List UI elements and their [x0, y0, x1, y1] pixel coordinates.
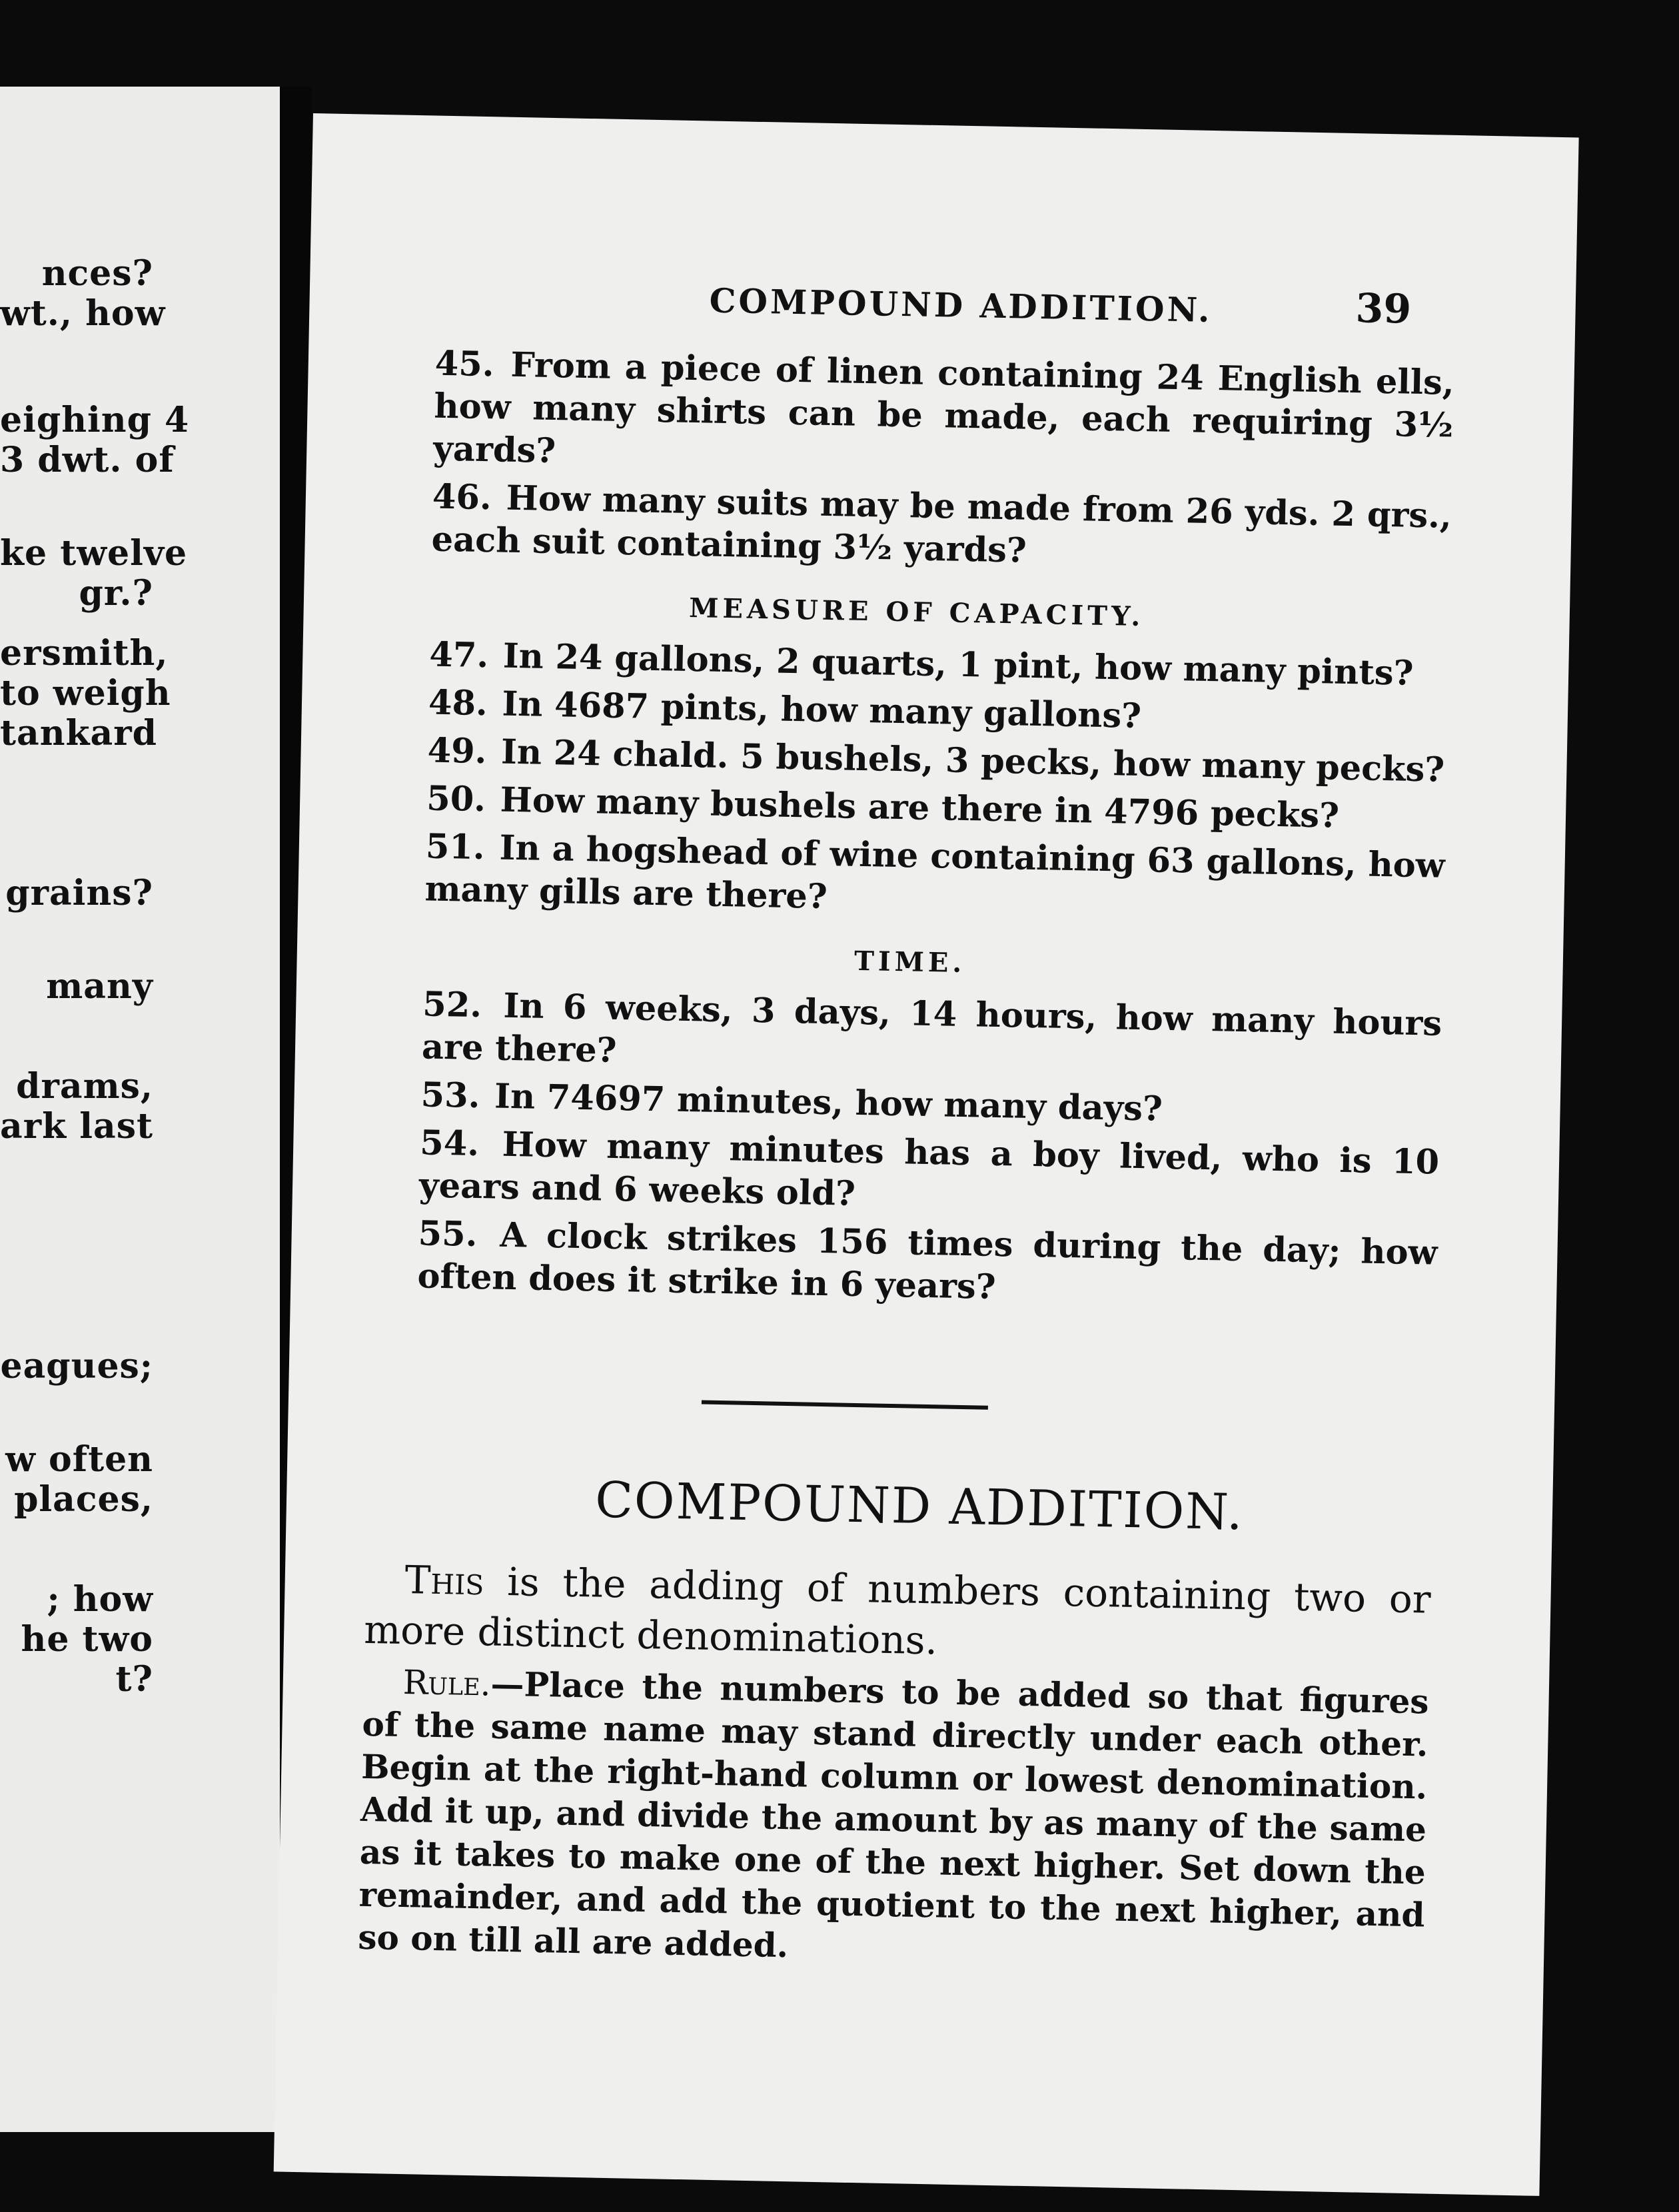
left-page-fragment: tankard — [0, 713, 157, 754]
left-page-fragment: many — [46, 966, 153, 1007]
left-page-fragment: w often — [5, 1439, 153, 1480]
problem-number: 55. — [418, 1213, 498, 1255]
problem-number: 52. — [422, 984, 502, 1026]
left-page-fragment: to weigh — [0, 673, 171, 714]
problem-item — [370, 1211, 1438, 1317]
problem-text: How many bushels are there in 4796 pecks? — [500, 780, 1340, 836]
problem-number: 47. — [428, 634, 501, 676]
right-page — [274, 113, 1579, 2196]
left-page-fragment: eagues; — [0, 1346, 153, 1386]
left-page-fragment: nces? — [41, 253, 153, 294]
problem-text: In 4687 pints, how many gallons? — [501, 684, 1142, 737]
problem-item — [372, 1121, 1440, 1227]
problems-weight — [384, 341, 1454, 580]
problem-number: 50. — [426, 778, 498, 820]
problem-text: In 24 gallons, 2 quarts, 1 pint, how many pints? — [502, 636, 1414, 694]
divider-rule — [702, 1400, 988, 1410]
left-page — [0, 87, 280, 2132]
problem-block — [370, 341, 1454, 1322]
section-heading-time: TIME. — [853, 945, 966, 979]
left-page-fragment: ersmith, — [0, 633, 169, 674]
problems-time — [370, 982, 1442, 1317]
problem-text: In 24 chald. 5 bushels, 3 pecks, how many pecks? — [500, 732, 1445, 790]
rule-paragraph — [358, 1660, 1429, 1979]
left-page-fragment: ke twelve — [0, 533, 188, 574]
header-title: COMPOUND ADDITION. — [709, 280, 1213, 330]
problem-text: In 74697 minutes, how many days? — [494, 1076, 1163, 1129]
problem-number: 54. — [419, 1123, 500, 1165]
problem-item — [375, 982, 1442, 1088]
left-page-fragment: wt., how — [0, 293, 166, 334]
intro-text: is the adding of numbers containing two or more distinct denominations. — [363, 1558, 1432, 1664]
problem-text: How many minutes has a boy lived, who is 10 years and 6 weeks old? — [418, 1124, 1440, 1214]
problem-number: 46. — [432, 476, 504, 518]
problem-item — [384, 474, 1452, 580]
left-page-fragment: he two — [21, 1619, 153, 1660]
problem-number: 49. — [427, 730, 499, 772]
left-page-fragment: 3 dwt. of — [0, 440, 175, 480]
problem-text: In 6 weeks, 3 days, 14 hours, how many hours are there? — [421, 985, 1442, 1071]
intro-paragraph — [364, 1554, 1432, 1676]
left-page-fragment: ; how — [47, 1579, 153, 1620]
problem-number: 51. — [425, 826, 498, 868]
chapter-title: COMPOUND ADDITION. — [594, 1471, 1245, 1542]
rule-lead: Rule. — [402, 1663, 492, 1704]
problem-number: 45. — [434, 343, 509, 385]
left-page-fragment: gr.? — [79, 573, 153, 614]
problems-capacity — [378, 632, 1449, 930]
left-page-fragment: t? — [115, 1659, 153, 1700]
problem-item — [378, 824, 1445, 930]
left-page-fragment: places, — [14, 1479, 153, 1520]
problem-text: How many suits may be made from 26 yds. 2 qrs., each suit containing 3½ yards? — [431, 478, 1452, 571]
left-page-fragment: eighing 4 — [0, 400, 190, 440]
problem-text: A clock strikes 156 times during the day; how often does it strike in 6 years? — [416, 1215, 1438, 1307]
problem-number: 48. — [428, 682, 500, 724]
problem-text: From a piece of linen containing 24 English ells, how many shirts can be made, each requiring 3½ yards? — [432, 344, 1455, 472]
intro-lead: This — [404, 1557, 485, 1604]
left-page-fragment: drams, — [16, 1066, 153, 1107]
running-header — [309, 273, 1576, 350]
page-number: 39 — [1355, 285, 1412, 333]
problem-text: In a hogshead of wine containing 63 gallons, how many gills are there? — [424, 828, 1446, 917]
problem-item — [386, 341, 1454, 490]
left-page-fragment: grains? — [5, 873, 153, 913]
rule-text: —Place the numbers to be added so that figures of the same name may stand directly under each other. Begin at the right-hand column or lowest denomination. Add it up, and divide the amount by as many of the same as it takes to make one of the next higher. Set down the remainder, and add the quotient to the next higher, and so on till all are added. — [357, 1664, 1430, 1965]
left-page-fragment: ark last — [0, 1106, 153, 1147]
problem-number: 53. — [420, 1075, 492, 1117]
section-heading-capacity: MEASURE OF CAPACITY. — [688, 592, 1145, 633]
